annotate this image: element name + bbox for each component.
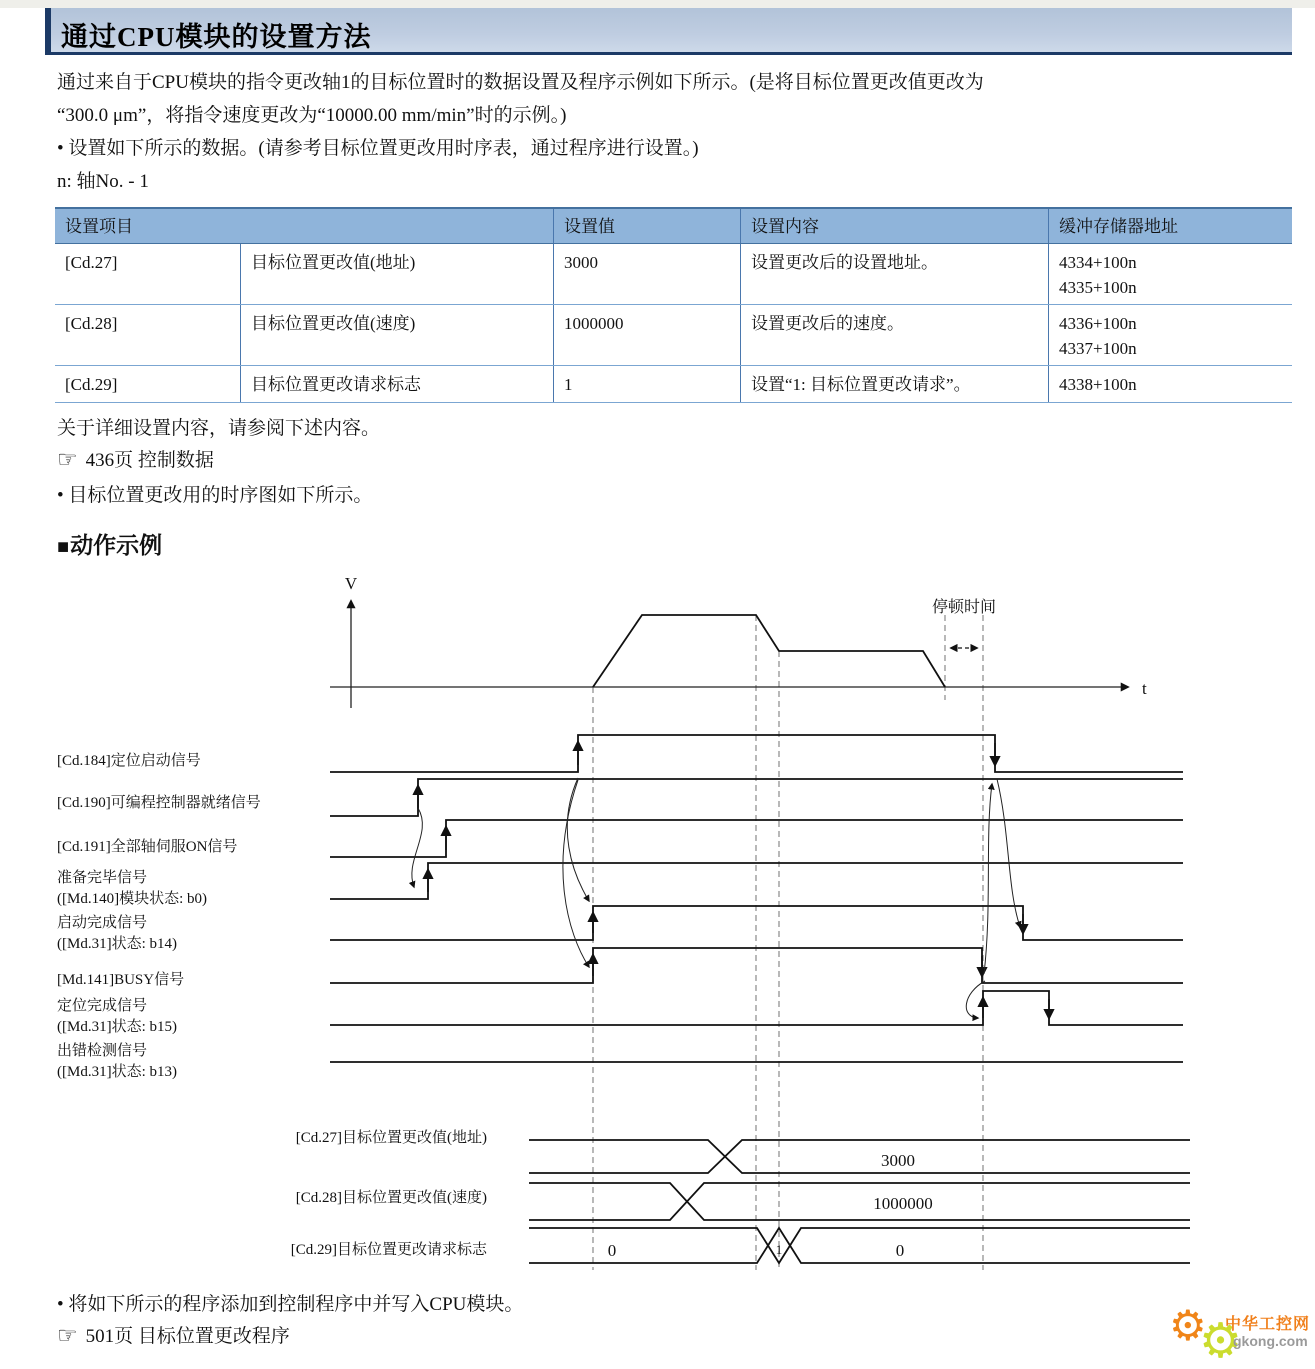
col-header-address: 缓冲存储器地址 [1048, 209, 1292, 243]
intro-line-2: “300.0 μm”，将指令速度更改为“10000.00 mm/min”时的示例。) [57, 105, 567, 126]
cell-desc: 设置更改后的速度。 [740, 305, 1048, 365]
intro-paragraph [57, 66, 1247, 198]
bus-cd29-value-after: 0 [895, 1241, 905, 1260]
bus-cd28-value: 1000000 [873, 1194, 933, 1213]
table-row [55, 244, 1292, 305]
section-header-bar [45, 8, 1292, 55]
bus-label-cd27: [Cd.27]目标位置更改值(地址) [295, 1130, 487, 1146]
causality-arrows [412, 778, 1020, 1018]
signal-label-ready: 准备完毕信号 ([Md.140]模块状态: b0) [57, 870, 207, 907]
bullet-timing-chart: • 目标位置更改用的时序图如下所示。 [57, 485, 373, 506]
edge-arrows [418, 742, 1049, 1018]
cell-code: [Cd.28] [65, 314, 118, 333]
timing-diagram [0, 565, 1315, 1290]
signal-label-start-complete: 启动完成信号 ([Md.31]状态: b14) [57, 915, 177, 952]
velocity-profile [593, 615, 945, 687]
bullet-add-program: • 将如下所示的程序添加到控制程序中并写入CPU模块。 [57, 1294, 524, 1315]
bus-cd27-bottom [529, 1140, 1190, 1173]
cell-desc: 设置更改后的设置地址。 [740, 244, 1048, 304]
table-row [55, 366, 1292, 402]
detail-note: 关于详细设置内容，请参阅下述内容。 [57, 418, 381, 439]
settings-table [55, 207, 1292, 403]
bus-cd28-bottom [529, 1183, 1190, 1220]
t-axis-label: t [1142, 679, 1147, 698]
cell-code: [Cd.29] [65, 375, 118, 394]
bus-cd27-top [529, 1140, 1190, 1173]
cell-value: 1000000 [553, 305, 740, 365]
bus-label-cd28: [Cd.28]目标位置更改值(速度) [295, 1190, 487, 1206]
col-header-item: 设置项目 [65, 217, 133, 236]
page-top-margin [0, 0, 1315, 8]
dwell-time-label: 停顿时间 [931, 599, 997, 616]
cell-address [1048, 244, 1292, 304]
watermark-site: gkong.com [1233, 1333, 1308, 1349]
bus-cd27-value: 3000 [881, 1151, 915, 1170]
address-line-2: 4335+100n [1059, 278, 1137, 297]
cell-name: 目标位置更改值(速度) [240, 305, 553, 365]
address-line-2: 4337+100n [1059, 339, 1137, 358]
address-line-1: 4334+100n [1059, 253, 1137, 272]
pointing-hand-icon: ☞ [57, 1323, 78, 1348]
bus-cd29-value-before: 0 [607, 1241, 617, 1260]
watermark-brand: 中华工控网 [1225, 1316, 1311, 1333]
cell-code: [Cd.27] [65, 253, 118, 272]
cell-name: 目标位置更改值(地址) [240, 244, 553, 304]
operation-example-heading [57, 527, 162, 560]
operation-example-title: 动作示例 [70, 532, 163, 558]
intro-line-1: 通过来自于CPU模块的指令更改轴1的目标位置时的数据设置及程序示例如下所示。(是将目标位置更改值更改为 [57, 72, 984, 93]
axis-number-note: n: 轴No. - 1 [57, 171, 149, 192]
bullet-set-data: • 设置如下所示的数据。(请参考目标位置更改用时序表，通过程序进行设置。) [57, 138, 699, 159]
signal-label-positioning-complete: 定位完成信号 ([Md.31]状态: b15) [57, 998, 177, 1035]
bus-cd29-value-during: 1 [775, 1242, 783, 1257]
wave-start-complete [330, 906, 1183, 940]
col-header-content: 设置内容 [740, 209, 1048, 243]
table-row [55, 305, 1292, 366]
bus-waveforms [529, 1140, 1190, 1263]
table-header-row [55, 209, 1292, 244]
bus-label-cd29: [Cd.29]目标位置更改请求标志 [290, 1242, 487, 1258]
signal-label-error-detection: 出错检测信号 ([Md.31]状态: b13) [57, 1043, 177, 1080]
square-bullet-icon: ■ [57, 536, 70, 558]
bus-cd28-top [529, 1183, 1190, 1220]
bus-cd29-bottom [529, 1228, 1190, 1263]
reference-line-501 [57, 1321, 290, 1348]
bus-cd29-top [529, 1228, 1190, 1263]
vt-axes [330, 601, 1128, 708]
address-line-1: 4336+100n [1059, 314, 1137, 333]
dashed-guides [593, 615, 983, 1270]
signal-label-cd191: [Cd.191]全部轴伺服ON信号 [57, 839, 238, 855]
gear-icon: ⚙ [1199, 1313, 1243, 1369]
signal-label-cd184: [Cd.184]定位启动信号 [57, 753, 201, 769]
pointing-hand-icon: ☞ [57, 447, 78, 472]
signal-label-busy: [Md.141]BUSY信号 [57, 972, 185, 988]
watermark [1163, 1283, 1315, 1369]
signal-label-cd190: [Cd.190]可编程控制器就绪信号 [57, 795, 261, 811]
cell-desc: 设置“1: 目标位置更改请求”。 [740, 366, 1048, 402]
cell-name: 目标位置更改请求标志 [240, 366, 553, 402]
gear-icon: ⚙ [1169, 1301, 1207, 1350]
col-header-value: 设置值 [553, 209, 740, 243]
cell-value: 1 [553, 366, 740, 402]
cell-value: 3000 [553, 244, 740, 304]
address-line-1: 4338+100n [1059, 375, 1137, 394]
page-title: 通过CPU模块的设置方法 [61, 22, 372, 52]
reference-text: 501页 目标位置更改程序 [85, 1326, 290, 1347]
reference-line-436 [57, 445, 214, 472]
v-axis-label: V [344, 574, 358, 593]
cell-address [1048, 305, 1292, 365]
cell-address [1048, 366, 1292, 402]
reference-text: 436页 控制数据 [85, 450, 214, 471]
